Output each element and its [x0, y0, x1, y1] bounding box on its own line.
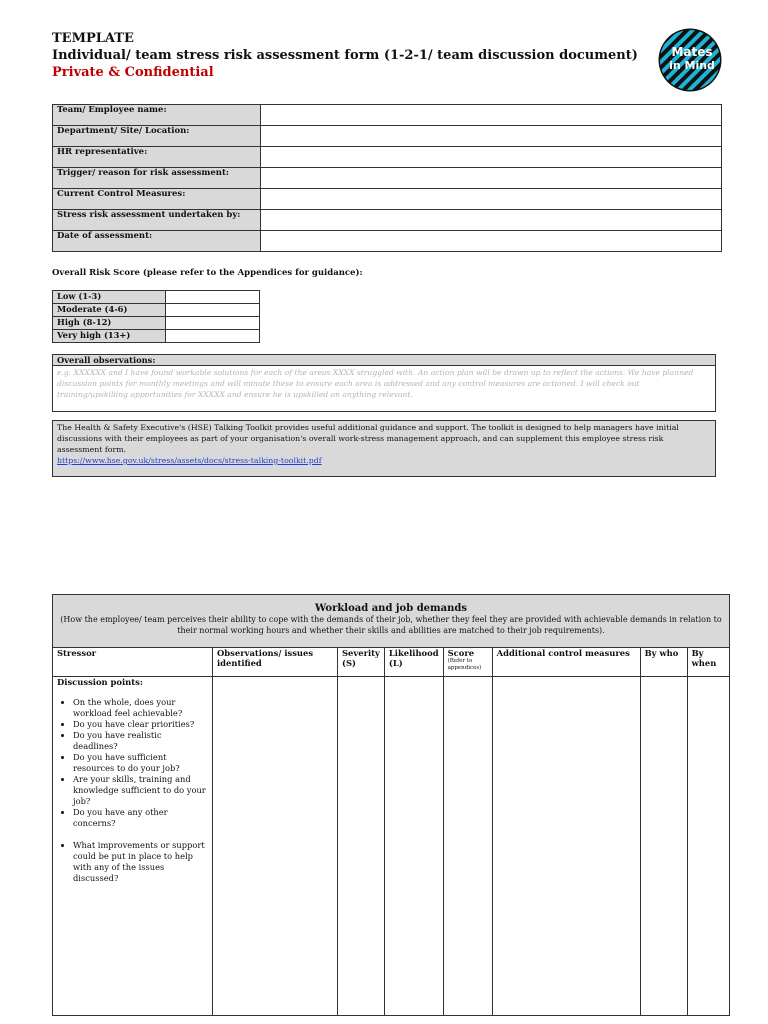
logo-text-in-mind: in Mind — [669, 59, 715, 72]
info-label: Team/ Employee name: — [53, 105, 261, 126]
risk-level-very-high: Very high (13+) — [53, 330, 166, 343]
undertaken-by-field[interactable] — [261, 210, 722, 231]
info-label: Date of assessment: — [53, 231, 261, 252]
col-additional-measures: Additional control measures — [492, 648, 640, 677]
observations-table — [52, 354, 716, 412]
risk-low-field[interactable] — [166, 291, 260, 304]
workload-row — [53, 677, 730, 1016]
discussion-points-label: Discussion points: — [57, 677, 143, 687]
col-by-who: By who — [640, 648, 687, 677]
info-row — [53, 147, 722, 168]
info-label: HR representative: — [53, 147, 261, 168]
risk-level-low: Low (1-3) — [53, 291, 166, 304]
hse-guidance-text: The Health & Safety Executive's (HSE) Talking Toolkit provides useful additional guidance and support. The toolkit is designed to help managers have initial discussions with their employees as part of your organisation's overall work-stress management approach, and can supplement this employee stress risk assessment form. — [57, 423, 679, 454]
control-measures-field[interactable] — [261, 189, 722, 210]
info-row — [53, 231, 722, 252]
question-item: • Do you have realistic deadlines? — [73, 730, 208, 752]
col-severity: Severity (S) — [338, 648, 385, 677]
info-row — [53, 126, 722, 147]
question-item: • Do you have any other concerns? — [73, 807, 208, 829]
team-employee-name-field[interactable] — [261, 105, 722, 126]
col-stressor: Stressor — [53, 648, 213, 677]
trigger-reason-field[interactable] — [261, 168, 722, 189]
logo-text-mates: Mates — [671, 45, 713, 59]
discussion-questions — [57, 697, 208, 884]
risk-level-moderate: Moderate (4-6) — [53, 304, 166, 317]
info-row — [53, 168, 722, 189]
hse-toolkit-link[interactable]: https://www.hse.gov.uk/stress/assets/docs/stress-talking-toolkit.pdf — [57, 456, 322, 465]
employee-info-table — [52, 104, 722, 252]
risk-level-high: High (8-12) — [53, 317, 166, 330]
info-label: Department/ Site/ Location: — [53, 126, 261, 147]
observations-cell[interactable] — [213, 677, 338, 1016]
document-title: Individual/ team stress risk assessment form (1-2-1/ team discussion document) — [52, 48, 638, 63]
col-score-label: Score — [447, 648, 475, 658]
workload-section-description: (How the employee/ team perceives their ability to cope with the demands of their job, whether they feel they are provided with achievable demands in relation to their normal working hours and whether their skills and abilities are matched to their job requirements). — [60, 615, 722, 635]
column-header-row — [53, 648, 730, 677]
col-score-note: (Refer to appendices) — [447, 658, 482, 671]
risk-high-field[interactable] — [166, 317, 260, 330]
score-cell[interactable] — [443, 677, 492, 1016]
col-likelihood: Likelihood (L) — [384, 648, 443, 677]
info-row — [53, 210, 722, 231]
info-label: Stress risk assessment undertaken by: — [53, 210, 261, 231]
col-score — [443, 648, 492, 677]
by-who-cell[interactable] — [640, 677, 687, 1016]
mates-in-mind-logo — [658, 28, 722, 92]
question-item: • Are your skills, training and knowledge sufficient to do your job? — [73, 774, 208, 807]
department-site-field[interactable] — [261, 126, 722, 147]
stressor-cell — [53, 677, 213, 1016]
info-row — [53, 189, 722, 210]
risk-score-table — [52, 290, 260, 343]
workload-demands-table — [52, 594, 730, 1016]
risk-moderate-field[interactable] — [166, 304, 260, 317]
confidential-label: Private & Confidential — [52, 65, 214, 80]
observations-field[interactable]: e.g. XXXXXX and I have found workable solutions for each of the areas XXXX struggled with. An action plan will be drawn up to reflect the actions. We have planned discussion points for monthly meetings and will minute these to ensure each area is addressed and any control measures are actioned. I will check out training/upskilling opportunities for XXXXX and ensure he is upskilled on anything relevant. — [53, 366, 716, 412]
likelihood-cell[interactable] — [384, 677, 443, 1016]
template-label: TEMPLATE — [52, 31, 134, 46]
risk-score-caption: Overall Risk Score (please refer to the Appendices for guidance): — [52, 268, 363, 278]
col-by-when: By when — [687, 648, 729, 677]
additional-measures-cell[interactable] — [492, 677, 640, 1016]
question-item: • On the whole, does your workload feel achievable? — [73, 697, 208, 719]
hse-guidance-box — [52, 420, 716, 477]
assessment-date-field[interactable] — [261, 231, 722, 252]
info-label: Current Control Measures: — [53, 189, 261, 210]
question-item: • What improvements or support could be put in place to help with any of the issues discussed? — [73, 840, 208, 884]
question-item: • Do you have clear priorities? — [73, 719, 208, 730]
workload-section-title: Workload and job demands — [315, 603, 467, 614]
severity-cell[interactable] — [338, 677, 385, 1016]
hr-representative-field[interactable] — [261, 147, 722, 168]
by-when-cell[interactable] — [687, 677, 729, 1016]
observations-label: Overall observations: — [53, 355, 716, 366]
question-item: • Do you have sufficient resources to do your job? — [73, 752, 208, 774]
col-observations: Observations/ issues identified — [213, 648, 338, 677]
info-row — [53, 105, 722, 126]
risk-very-high-field[interactable] — [166, 330, 260, 343]
info-label: Trigger/ reason for risk assessment: — [53, 168, 261, 189]
